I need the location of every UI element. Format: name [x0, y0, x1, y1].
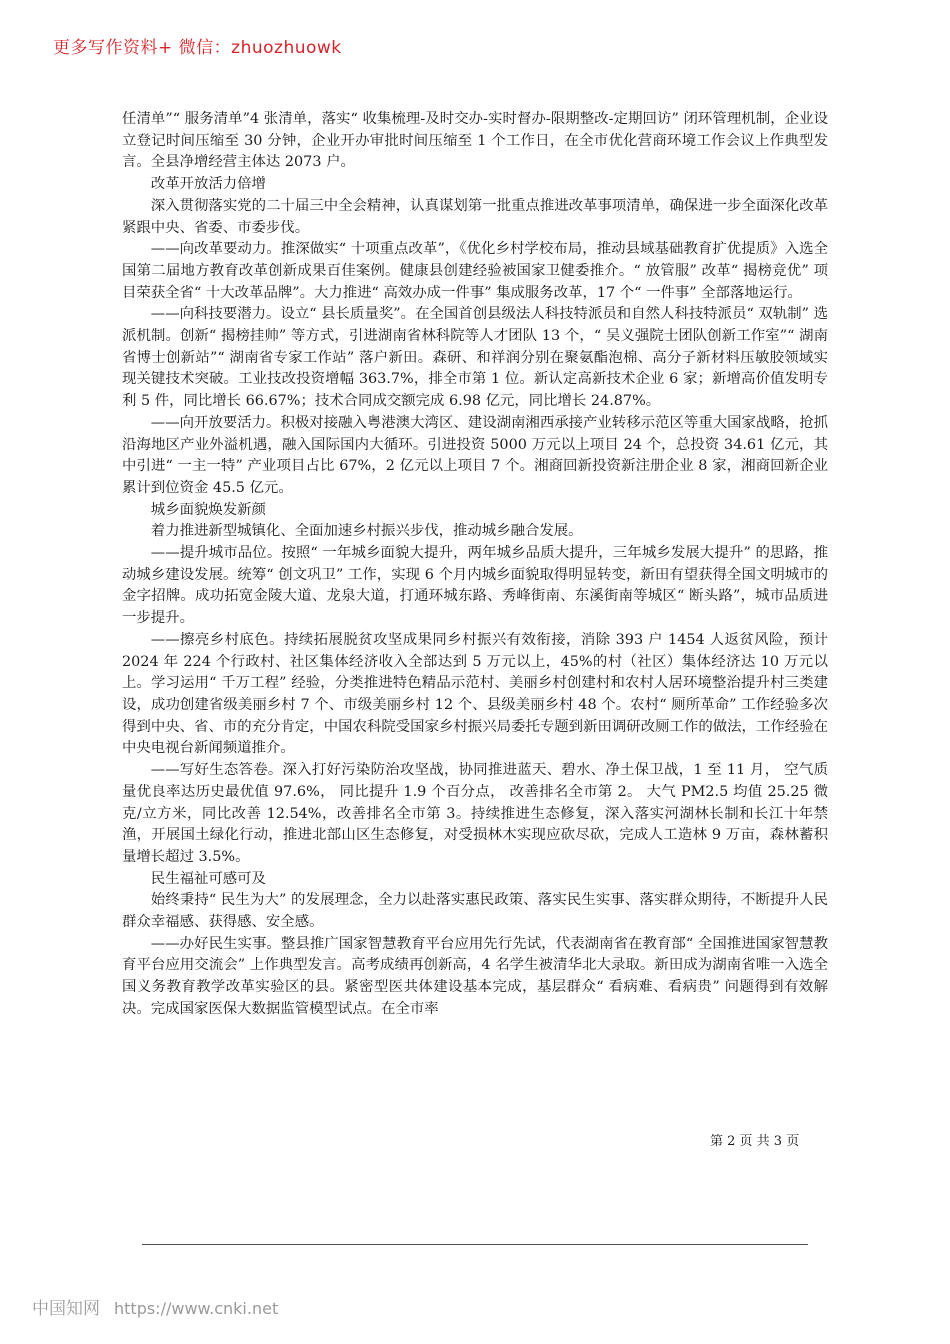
paragraph-continuation: 任清单”“ 服务清单”4 张清单，落实“ 收集梳理-及时交办-实时督办-限期整改-定期回访” 闭环管理机制，企业设立登记时间压缩至 30 分钟，企业开办审批时间压缩至 1 个工作日，在全市优化营商环境工作会议上作典型发言。全县净增经营主体达 2073 户。 — [122, 111, 828, 171]
paragraph-livelihood-projects: ——办好民生实事。整县推广国家智慧教育平台应用先行先试，代表湖南省在教育部“ 全国推进国家智慧教育平台应用交流会” 上作典型发言。高考成绩再创新高，4 名学生被清华北大录取。新田成为湖南省唯一入选全国义务教育教学改革实验区的县。紧密型医共体建设基本完成，基层群众“ 看病难、看病贵” 问题得到有效解决。完成国家医保大数据监管模型试点。在全市率 — [122, 935, 828, 1017]
promo-banner: 更多写作资料+ 微信：zhuozhuowk — [53, 38, 342, 58]
section-heading-reform: 改革开放活力倍增 — [150, 176, 266, 193]
footer-divider — [142, 1244, 808, 1245]
document-body — [122, 109, 828, 1021]
paragraph-ecology: ——写好生态答卷。深入打好污染防治攻坚战，协同推进蓝天、碧水、净土保卫战，1 至 11 月， 空气质量优良率达历史最优值 97.6%， 同比提升 1.9 个百分点， 改善排名全市第 2。 大气 PM2.5 均值 25.25 微克/立方米，同比改善 12.54%，改善排名全市第 3。持续推进生态修复，深入落实河湖林长制和长江十年禁渔，开展国土绿化行动，推进北部山区生态修复，对受损林木实现应砍尽砍，完成人工造林 9 万亩，森林蓄积量增长超过 3.5%。 — [122, 762, 828, 865]
page-number: 第 2 页 共 3 页 — [710, 1134, 800, 1149]
section-heading-livelihood: 民生福祉可感可及 — [150, 870, 266, 887]
paragraph-tech-potential: ——向科技要潜力。设立“ 县长质量奖”。在全国首创县级法人科技特派员和自然人科技特派员“ 双轨制” 选派机制。创新“ 揭榜挂帅” 等方式，引进湖南省林科院等人才团队 13 个，“ 吴义强院士团队创新工作室”“ 湖南省博士创新站”“ 湖南省专家工作站” 落户新田。森研、和祥润分别在聚氨酯泡棉、高分子新材料压敏胶领域实现关键技术突破。工业技改投资增幅 363.7%，排全市第 1 位。新认定高新技术企业 6 家；新增高价值发明专利 5 件，同比增长 66.67%；技术合同成交额完成 6.98 亿元，同比增长 24.87%。 — [122, 306, 828, 410]
paragraph-opening-vitality: ——向开放要活力。积极对接融入粤港澳大湾区、建设湖南湘西承接产业转移示范区等重大国家战略，抢抓沿海地区产业外溢机遇，融入国际国内大循环。引进投资 5000 万元以上项目 24 个，总投资 34.61 亿元，其中引进“ 一主一特” 产业项目占比 67%，2 亿元以上项目 7 个。湘商回新投资新注册企业 8 家，湘商回新企业累计到位资金 45.5 亿元。 — [122, 414, 828, 496]
paragraph-city-quality: ——提升城市品位。按照“ 一年城乡面貌大提升，两年城乡品质大提升，三年城乡发展大提升” 的思路，推动城乡建设发展。统筹“ 创文巩卫” 工作，实现 6 个月内城乡面貌取得明显转变，新田有望获得全国文明城市的金字招牌。成功拓宽金陵大道、龙泉大道，打通环城东路、秀峰街南、东溪街南等城区“ 断头路”，城市品质进一步提升。 — [122, 545, 828, 627]
paragraph-rural-revival: ——擦亮乡村底色。持续拓展脱贫攻坚成果同乡村振兴有效衔接，消除 393 户 1454 人返贫风险，预计 2024 年 224 个行政村、社区集体经济收入全部达到 5 万元以上，45%的村（社区）集体经济达 10 万元以上。学习运用“ 千万工程” 经验，分类推进特色精品示范村、美丽乡村创建村和农村人居环境整治提升村三类建设，成功创建省级美丽乡村 7 个、市级美丽乡村 12 个、县级美丽乡村 48 个。农村“ 厕所革命” 工作经验多次得到中央、省、市的充分肯定，中国农科院受国家乡村振兴局委托专题到新田调研改厕工作的做法，工作经验在中央电视台新闻频道推介。 — [122, 631, 828, 757]
paragraph-urban-rural-intro: 着力推进新型城镇化、全面加速乡村振兴步伐，推动城乡融合发展。 — [150, 523, 583, 540]
paragraph-livelihood-intro: 始终秉持“ 民生为大” 的发展理念，全力以赴落实惠民政策、落实民生实事、落实群众期待，不断提升人民群众幸福感、获得感、安全感。 — [122, 892, 828, 931]
watermark-url: https://www.cnki.net — [114, 1299, 279, 1318]
watermark-brand: 中国知网 — [32, 1299, 100, 1319]
section-heading-urban-rural: 城乡面貌焕发新颜 — [150, 501, 266, 518]
paragraph-reform-drive: ——向改革要动力。推深做实“ 十项重点改革”，《优化乡村学校布局，推动县域基础教育扩优提质》入选全国第二届地方教育改革创新成果百佳案例。健康县创建经验被国家卫健委推介。“ 放管服” 改革“ 揭榜竞优” 项目荣获全省“ 十大改革品牌”。大力推进“ 高效办成一件事” 集成服务改革，17 个“ 一件事” 全部落地运行。 — [122, 241, 828, 301]
paragraph-reform-intro: 深入贯彻落实党的二十届三中全会精神，认真谋划第一批重点推进改革事项清单，确保进一步全面深化改革紧跟中央、省委、市委步伐。 — [122, 197, 828, 236]
cnki-watermark — [32, 1294, 278, 1319]
